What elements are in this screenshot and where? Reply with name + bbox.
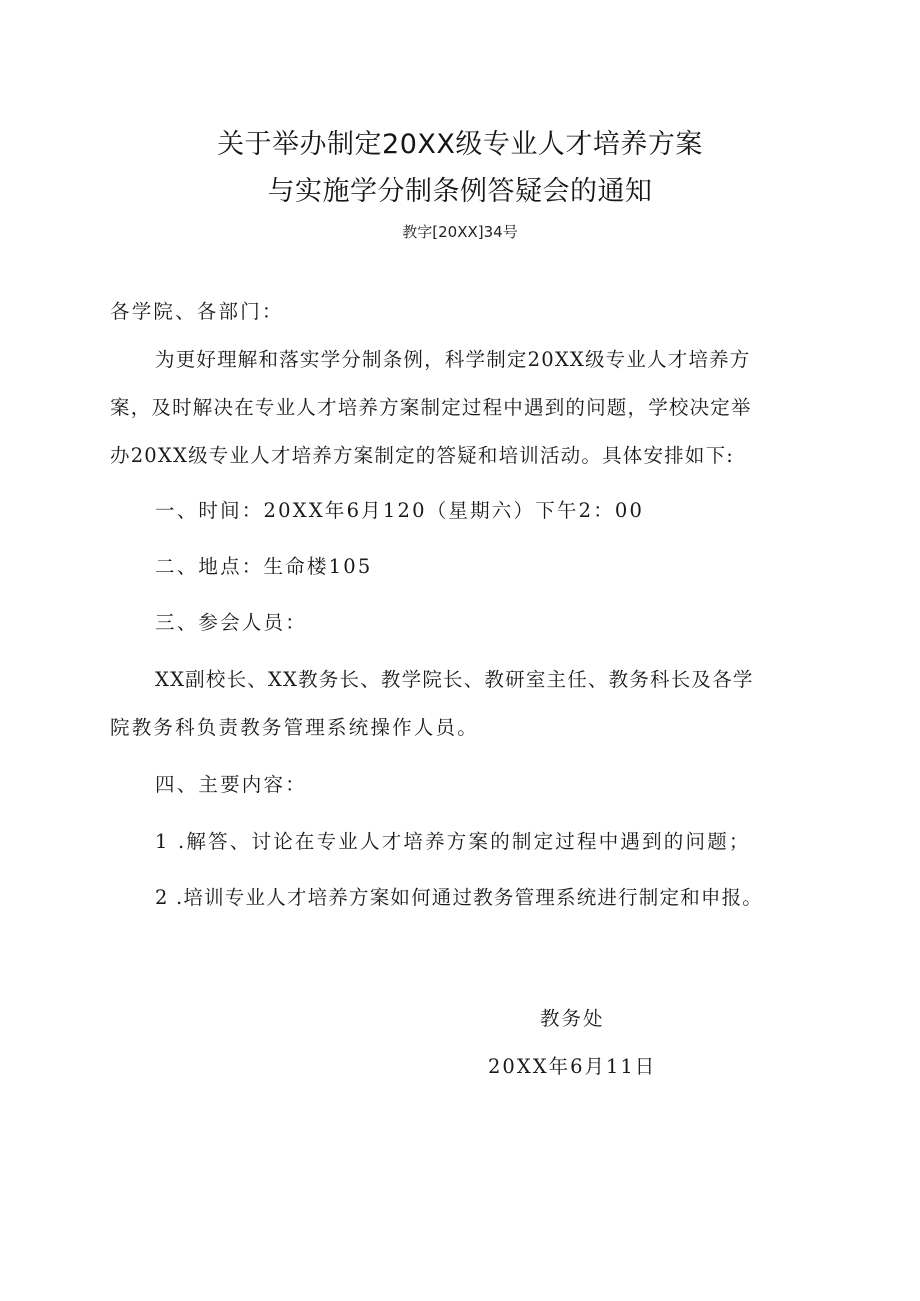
place-item: 二、地点：生命楼105: [155, 555, 373, 578]
time-item: 一、时间：20XX年6月120（星期六）下午2：00: [155, 499, 645, 522]
title-line-1: 关于举办制定20XX级专业人才培养方案: [217, 129, 703, 160]
title-line-2: 与实施学分制条例答疑会的通知: [267, 176, 653, 207]
intro-line-3: 办20XX级专业人才培养方案制定的答疑和培训活动。具体安排如下:: [110, 444, 735, 467]
content-item-1: 1 .解答、讨论在专业人才培养方案的制定过程中遇到的问题；: [155, 830, 751, 853]
attendees-heading: 三、参会人员：: [155, 611, 307, 634]
attendees-line-1: XX副校长、XX教务长、教学院长、教研室主任、教务科长及各学: [155, 668, 754, 691]
intro-line-2: 案，及时解决在专业人才培养方案制定过程中遇到的问题，学校决定举: [110, 396, 752, 419]
attendees-line-2: 院教务科负责教务管理系统操作人员。: [110, 716, 479, 739]
salutation: 各学院、各部门：: [110, 300, 284, 323]
signature-date: 20XX年6月11日: [488, 1055, 657, 1078]
content-item-2: 2 .培训专业人才培养方案如何通过教务管理系统进行制定和申报。: [155, 886, 764, 909]
document-number: 教字[20XX]34号: [402, 223, 518, 241]
signature-office: 教务处: [540, 1007, 605, 1030]
intro-line-1: 为更好理解和落实学分制条例，科学制定20XX级专业人才培养方: [155, 348, 751, 371]
content-heading: 四、主要内容：: [155, 773, 307, 796]
